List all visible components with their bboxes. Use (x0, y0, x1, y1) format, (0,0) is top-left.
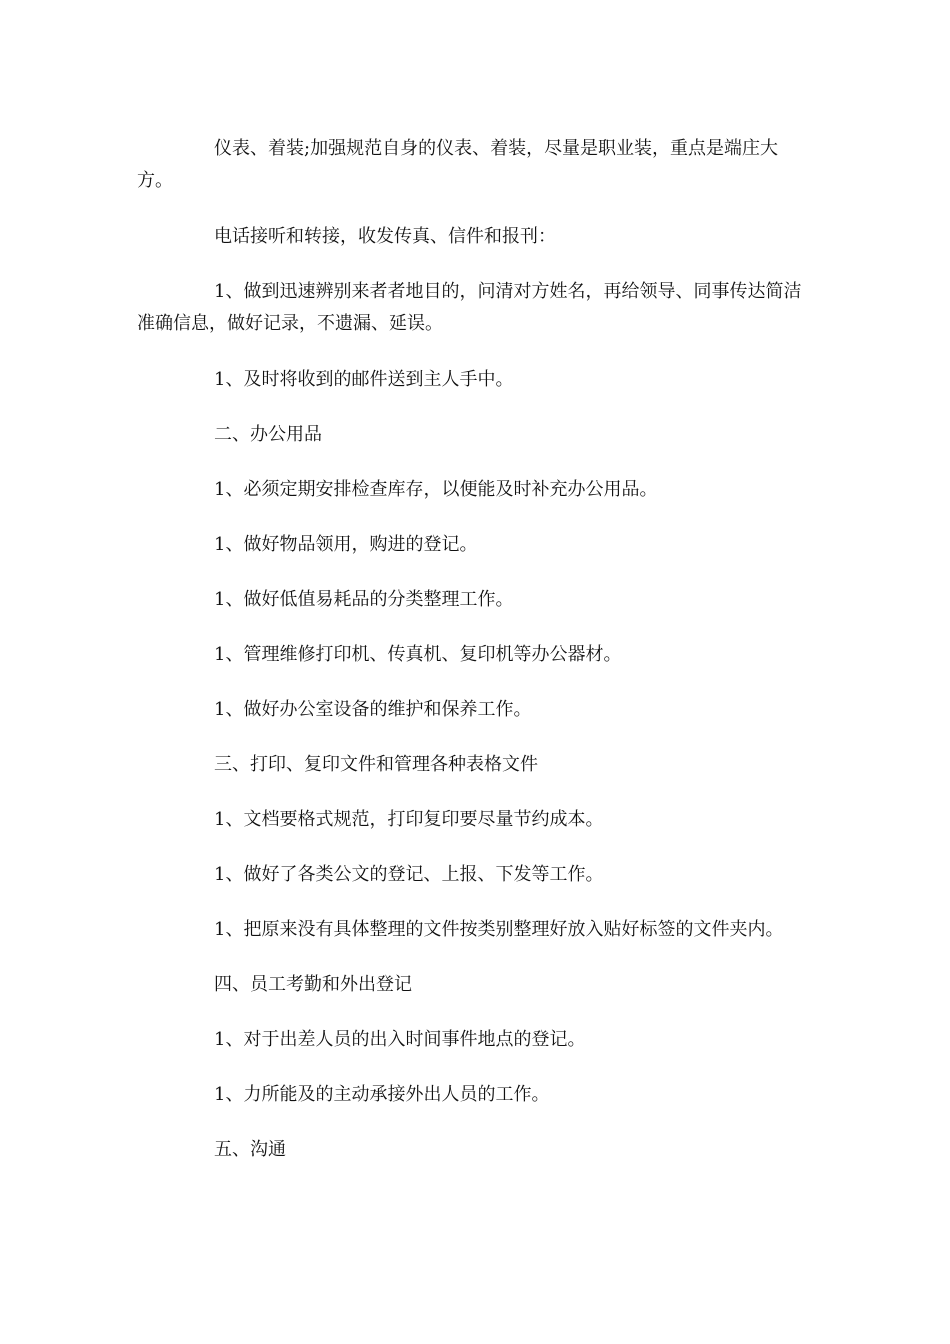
heading-print-copy: 三、打印、复印文件和管理各种表格文件 (214, 754, 538, 775)
paragraph-cover-work: 1、力所能及的主动承接外出人员的工作。 (214, 1084, 550, 1105)
paragraph-deliver-mail: 1、及时将收到的邮件送到主人手中。 (214, 369, 514, 390)
paragraph-official-documents: 1、做好了各类公文的登记、上报、下发等工作。 (214, 864, 604, 885)
paragraph-travel-log: 1、对于出差人员的出入时间事件地点的登记。 (214, 1029, 586, 1050)
paragraph-inventory: 1、必须定期安排检查库存，以便能及时补充办公用品。 (214, 479, 658, 500)
heading-attendance: 四、员工考勤和外出登记 (214, 974, 412, 995)
paragraph-file-folders: 1、把原来没有具体整理的文件按类别整理好放入贴好标签的文件夹内。 (214, 919, 784, 940)
paragraph-phone-mail: 电话接听和转接，收发传真、信件和报刊： (214, 226, 556, 247)
heading-office-supplies: 二、办公用品 (214, 424, 322, 445)
heading-communication: 五、沟通 (214, 1139, 286, 1160)
paragraph-registration: 1、做好物品领用，购进的登记。 (214, 534, 478, 555)
paragraph-equipment-repair: 1、管理维修打印机、传真机、复印机等办公器材。 (214, 644, 622, 665)
paragraph-visitor-info: 1、做到迅速辨别来者者地目的，问清对方姓名，再给领导、同事传达简洁准确信息，做好记录，不遗漏、延误。 (137, 281, 802, 334)
paragraph-format-cost: 1、文档要格式规范，打印复印要尽量节约成本。 (214, 809, 604, 830)
paragraph-consumables: 1、做好低值易耗品的分类整理工作。 (214, 589, 514, 610)
paragraph-attire: 仪表、着装;加强规范自身的仪表、着装，尽量是职业装，重点是端庄大方。 (137, 138, 779, 191)
paragraph-equipment-maintenance: 1、做好办公室设备的维护和保养工作。 (214, 699, 532, 720)
